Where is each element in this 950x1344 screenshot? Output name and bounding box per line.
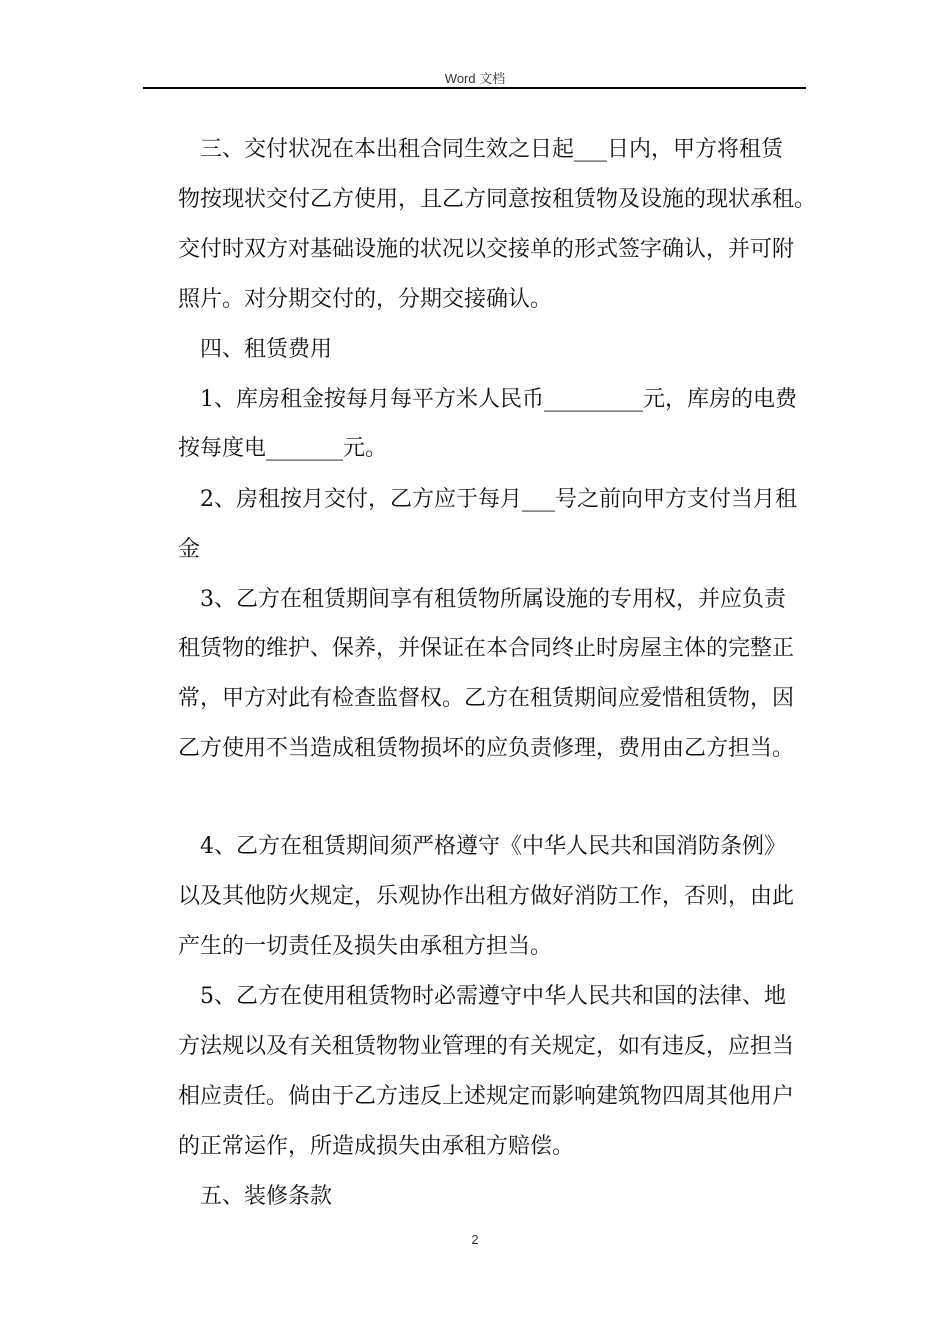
header-title: Word 文档	[444, 71, 506, 86]
text-line: 5、乙方在使用租赁物时必需遵守中华人民共和国的法律、地	[200, 984, 786, 1009]
text-line: 3、乙方在租赁期间享有租赁物所属设施的专用权，并应负责	[200, 587, 786, 612]
text-line: 方法规以及有关租赁物物业管理的有关规定，如有违反，应担当	[178, 1034, 795, 1059]
text-line: 相应责任。倘由于乙方违反上述规定而影响建筑物四周其他用户	[178, 1084, 795, 1109]
text-line: 三、交付状况在本出租合同生效之日起___日内，甲方将租赁	[200, 137, 784, 162]
text-line: 物按现状交付乙方使用，且乙方同意按租赁物及设施的现状承租。	[178, 187, 817, 212]
section-heading: 五、装修条款	[200, 1184, 333, 1209]
text-line: 租赁物的维护、保养，并保证在本合同终止时房屋主体的完整正	[178, 636, 795, 661]
text-line: 1、库房租金按每月每平方米人民币_________元，库房的电费	[200, 387, 797, 412]
text-line: 以及其他防火规定，乐观协作出租方做好消防工作，否则，由此	[178, 884, 795, 909]
page-number: 2	[471, 1232, 479, 1247]
text-line: 按每度电_______元。	[178, 436, 388, 461]
text-line: 金	[178, 537, 201, 562]
text-line: 4、乙方在租赁期间须严格遵守《中华人民共和国消防条例》	[200, 834, 786, 859]
text-line: 常，甲方对此有检查监督权。乙方在租赁期间应爱惜租赁物，因	[178, 686, 795, 711]
section-heading: 四、租赁费用	[200, 337, 333, 362]
text-line: 的正常运作，所造成损失由承租方赔偿。	[178, 1134, 575, 1159]
text-line: 交付时双方对基础设施的状况以交接单的形式签字确认，并可附	[178, 237, 795, 262]
text-line: 产生的一切责任及损失由承租方担当。	[178, 934, 553, 959]
text-line: 乙方使用不当造成租赁物损坏的应负责修理，费用由乙方担当。	[178, 736, 795, 761]
text-line: 照片。对分期交付的，分期交接确认。	[178, 287, 553, 312]
header-divider	[143, 87, 806, 89]
text-line: 2、房租按月交付，乙方应于每月___号之前向甲方支付当月租	[200, 487, 797, 512]
